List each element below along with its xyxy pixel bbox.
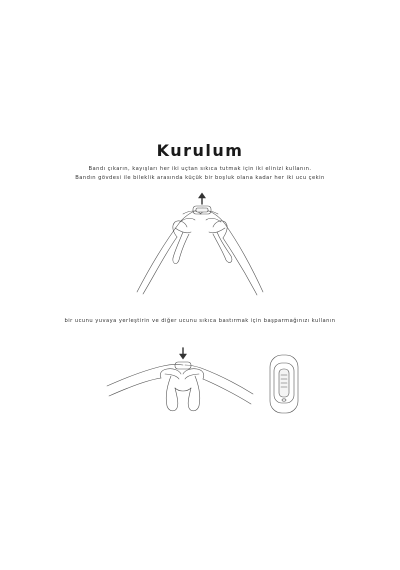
down-arrow-icon [180, 348, 187, 359]
step1-text-line1: Bandı çıkarın, kayışları her iki uçtan sıkıca tutmak için iki elinizi kullanın. [88, 166, 312, 172]
smart-band-device-illustration [266, 353, 302, 415]
step2-text: bir ucunu yuvaya yerleştirin ve diğer ucunu sıkıca bastırmak için başparmağınızı kullanın [64, 318, 336, 324]
hands-pulling-band-illustration [135, 192, 265, 297]
step1-text-line2: Bandın gövdesi ile bileklik arasında küçük bir boşluk olana kadar her iki ucu çekin [75, 175, 325, 181]
hands-pressing-band-illustration [105, 346, 255, 416]
up-arrow-icon [199, 193, 206, 204]
page-title: Kurulum [156, 141, 244, 160]
